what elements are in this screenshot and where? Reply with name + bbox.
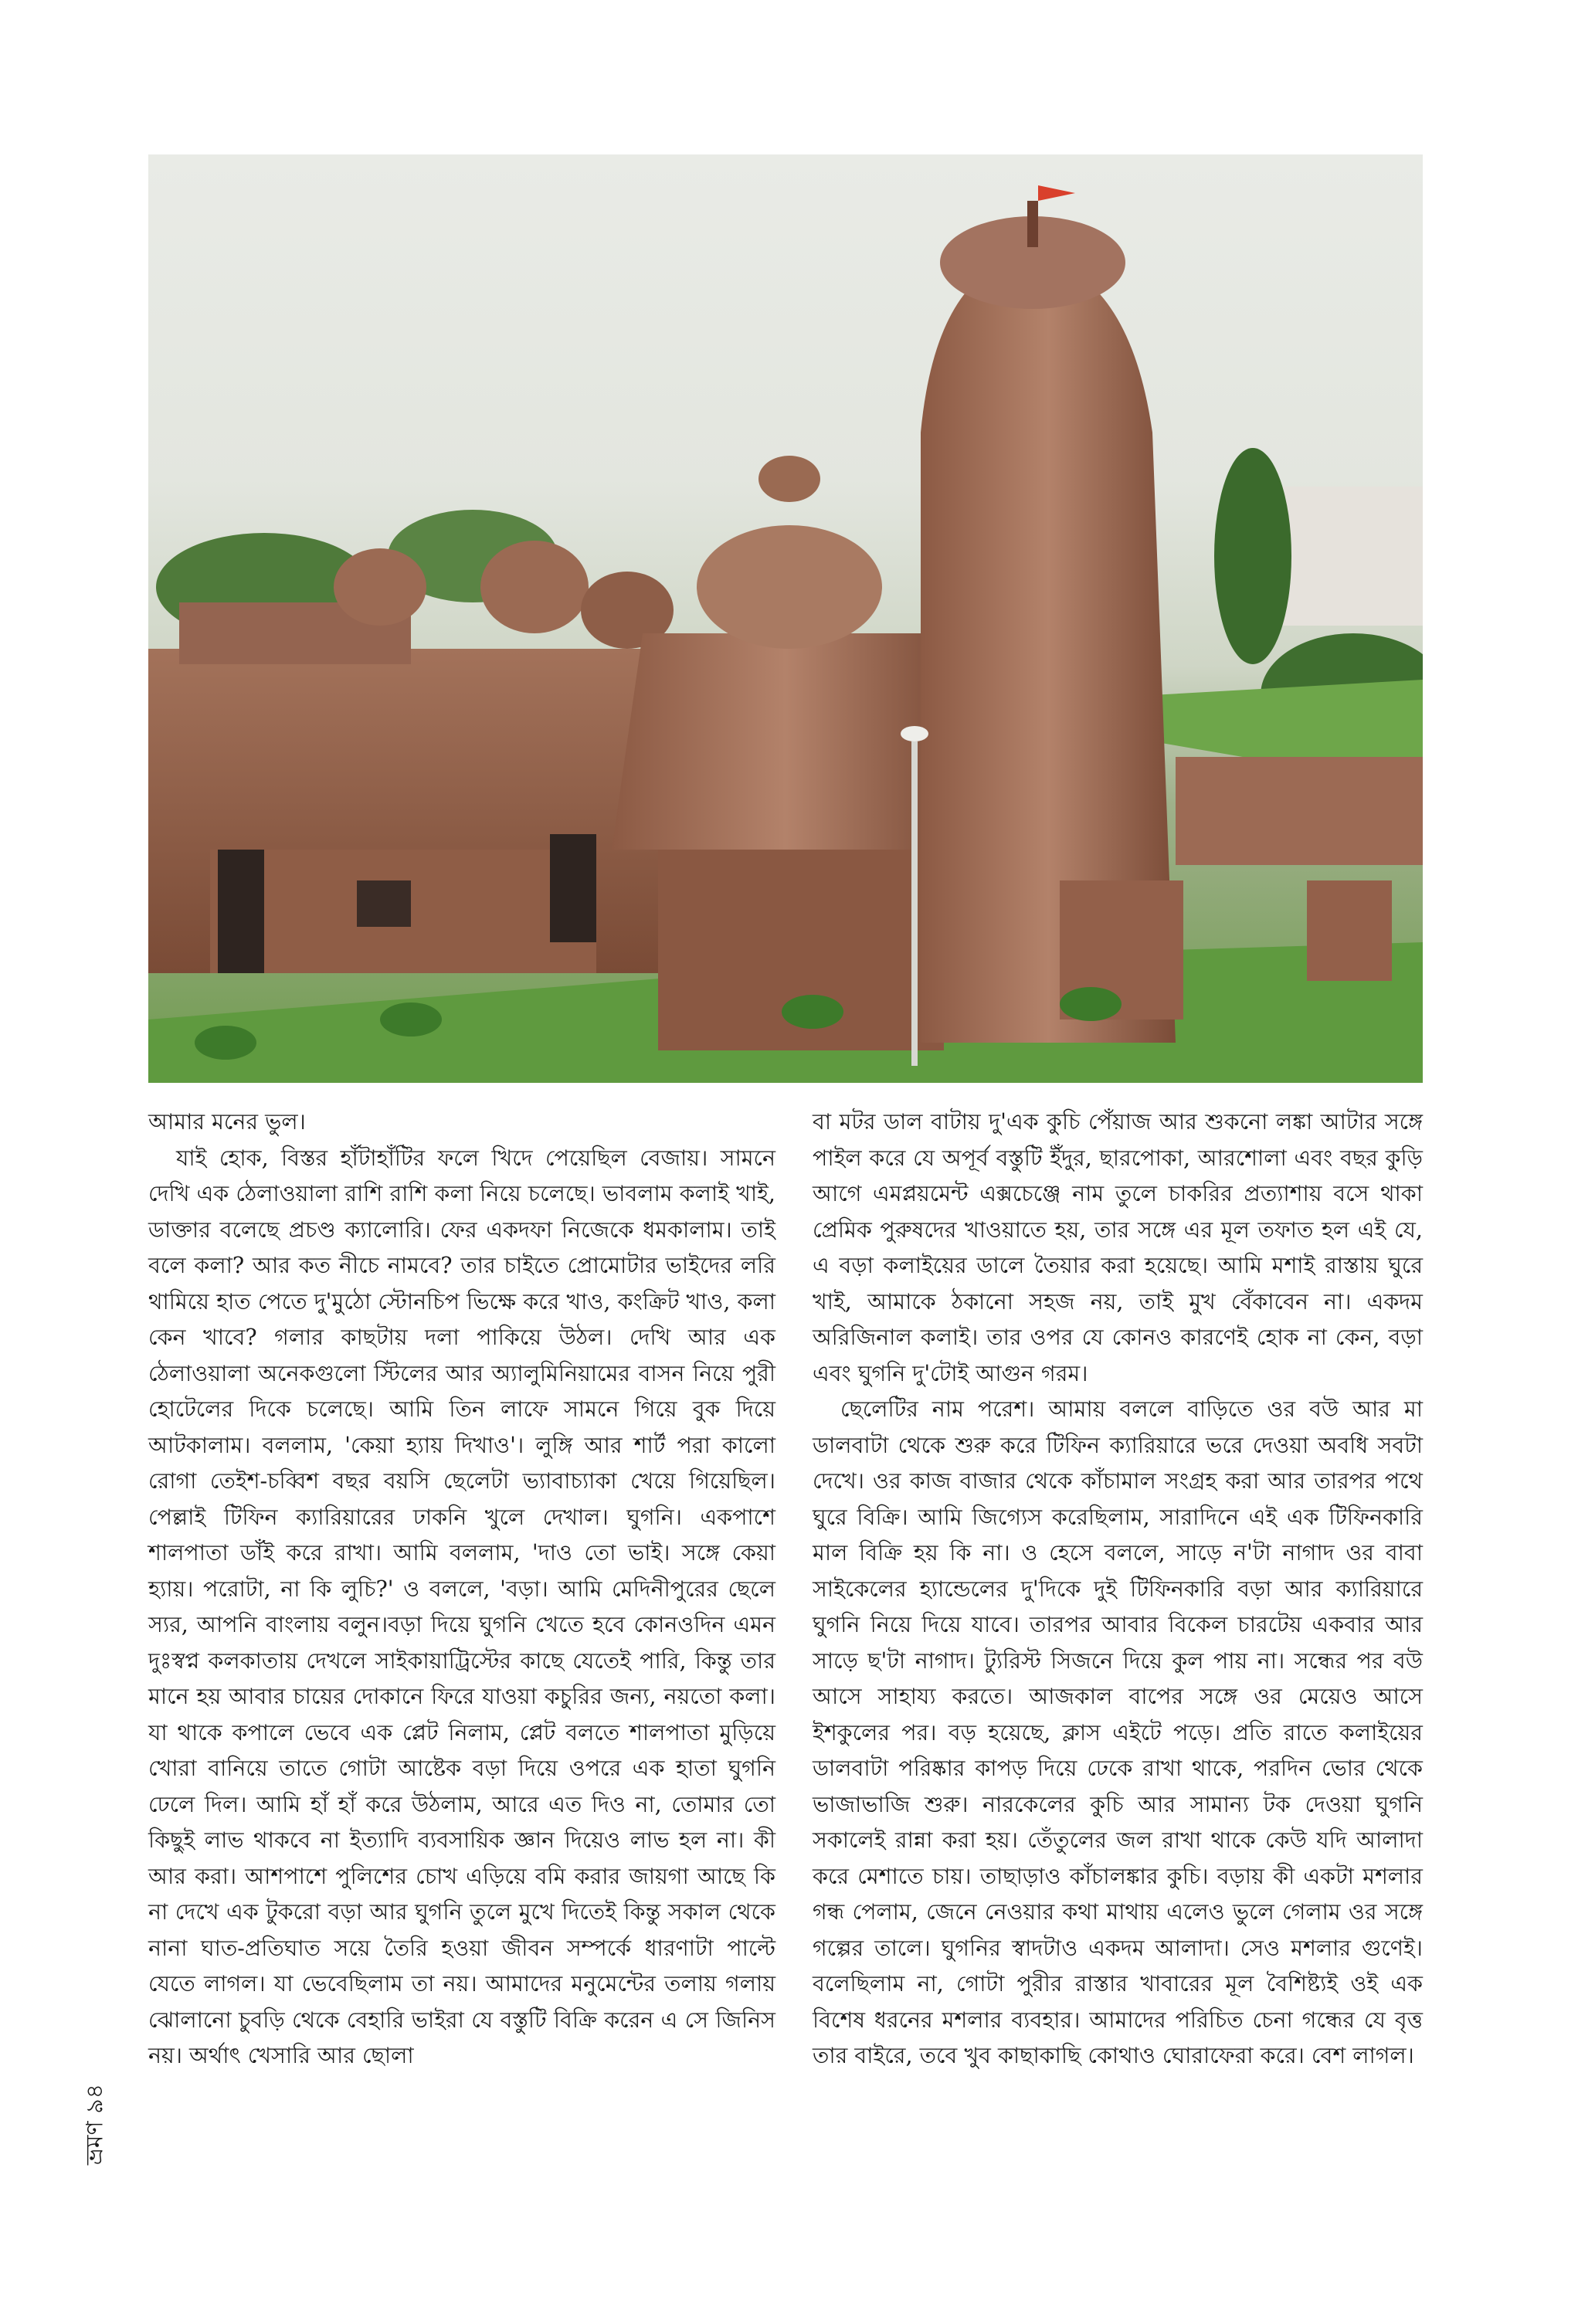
paragraph: যাই হোক, বিস্তর হাঁটাহাঁটির ফলে খিদে পেয়েছিল বেজায়। সামনে দেখি এক ঠেলাওয়ালা রাশি রাশি কলা নিয়ে চলেছে। ভাবলাম কলাই খাই, ডাক্তার বলেছে প্রচণ্ড ক্যালোরি। ফের একদফা নিজেকে ধমকালাম। তাই বলে কলা? আর কত নীচে নামবে? তার চাইতে প্রোমোটার ভাইদের লরি থামিয়ে হাত পেতে দু'মুঠো স্টোনচিপ ভিক্ষে করে খাও, কংক্রিট খাও, কলা কেন খাবে? গলার কাছটায় দলা পাকিয়ে উঠল। দেখি আর এক ঠেলাওয়ালা অনেকগুলো স্টিলের আর অ্যালুমিনিয়ামের বাসন নিয়ে পুরী হোটেলের দিকে চলেছে। আমি তিন লাফে সামনে গিয়ে বুক দিয়ে আটকালাম। বললাম, 'কেয়া হ্যায় দিখাও'। লুঙ্গি আর শার্ট পরা কালো রোগা তেইশ-চব্বিশ বছর বয়সি ছেলেটা ভ্যাবাচ্যাকা খেয়ে গিয়েছিল। পেল্লাই টিফিন ক্যারিয়ারের ঢাকনি খুলে দেখাল। ঘুগনি। একপাশে শালপাতা ডাঁই করে রাখা। আমি বললাম, 'দাও তো ভাই। সঙ্গে কেয়া হ্যায়। পরোটা, না কি লুচি?' ও বললে, 'বড়া। আমি মেদিনীপুরের ছেলে স্যর, আপনি বাংলায় বলুন।বড়া দিয়ে ঘুগনি খেতে হবে কোনওদিন এমন দুঃস্বপ্ন কলকাতায় দেখলে সাইকায়াট্রিস্টের কাছে যেতেই পারি, কিন্তু তার মানে হয় আবার চায়ের দোকানে ফিরে যাওয়া কচুরির জন্য, নয়তো কলা। যা থাকে কপালে ভেবে এক প্লেট নিলাম, প্লেট বলতে শালপাতা মুড়িয়ে খোরা বানিয়ে তাতে গোটা আষ্টেক বড়া দিয়ে ওপরে এক হাতা ঘুগনি ঢেলে দিল। আমি হাঁ হাঁ করে উঠলাম, আরে এত দিও না, তোমার তো কিছুই লাভ থাকবে না ইত্যাদি ব্যবসায়িক জ্ঞান দিয়েও লাভ হল না। কী আর করা। আশপাশে পুলিশের চোখ এড়িয়ে বমি করার জায়গা আছে কি না দেখে এক টুকরো বড়া আর ঘুগনি তুলে মুখে দিতেই কিন্তু সকাল থেকে নানা ঘাত-প্রতিঘাত সয়ে তৈরি হওয়া জীবন সম্পর্কে ধারণাটা পাল্টে যেতে লাগল। যা ভেবেছিলাম তা নয়। আমাদের মনুমেন্টের তলায় গলায় ঝোলানো চুবড়ি থেকে বেহারি ভাইরা যে বস্তুটি বিক্রি করেন এ সে জিনিস নয়। অর্থাৎ খেসারি আর ছোলা [148, 1145, 775, 2068]
paragraph: আমার মনের ভুল। [148, 1109, 306, 1135]
right-column [813, 1104, 1423, 2075]
temple-illustration [148, 154, 1423, 1083]
temple-photo [148, 154, 1423, 1083]
paragraph: ছেলেটির নাম পরেশ। আমায় বললে বাড়িতে ওর বউ আর মা ডালবাটা থেকে শুরু করে টিফিন ক্যারিয়ারে ভরে দেওয়া অবধি সবটা দেখে। ওর কাজ বাজার থেকে কাঁচামাল সংগ্রহ করা আর তারপর পথে ঘুরে বিক্রি। আমি জিগ্যেস করেছিলাম, সারাদিনে এই এক টিফিনকারি মাল বিক্রি হয় কি না। ও হেসে বললে, সাড়ে ন'টা নাগাদ ওর বাবা সাইকেলের হ্যান্ডেলের দু'দিকে দুই টিফিনকারি বড়া আর ক্যারিয়ারে ঘুগনি নিয়ে দিয়ে যাবে। তারপর আবার বিকেল চারটেয় একবার আর সাড়ে ছ'টা নাগাদ। ট্যুরিস্ট সিজনে দিয়ে কুল পায় না। সন্ধের পর বউ আসে সাহায্য করতে। আজকাল বাপের সঙ্গে ওর মেয়েও আসে ইশকুলের পর। বড় হয়েছে, ক্লাস এইটে পড়ে। প্রতি রাতে কলাইয়ের ডালবাটা পরিষ্কার কাপড় দিয়ে ঢেকে রাখা থাকে, পরদিন ভোর থেকে ভাজাভাজি শুরু। নারকেলের কুচি আর সামান্য টক দেওয়া ঘুগনি সকালেই রান্না করা হয়। তেঁতুলের জল রাখা থাকে কেউ যদি আলাদা করে মেশাতে চায়। তাছাড়াও কাঁচালঙ্কার কুচি। বড়ায় কী একটা মশলার গন্ধ পেলাম, জেনে নেওয়ার কথা মাথায় এলেও ভুলে গেলাম ওর সঙ্গে গল্পের তালে। ঘুগনির স্বাদটাও একদম আলাদা। সেও মশলার গুণেই। বলেছিলাম না, গোটা পুরীর রাস্তার খাবারের মূল বৈশিষ্ট্যই ওই এক বিশেষ ধরনের মশলার ব্যবহার। আমাদের পরিচিত চেনা গন্ধের যে বৃত্ত তার বাইরে, তবে খুব কাছাকাছি কোথাও ঘোরাফেরা করে। বেশ লাগল। [813, 1396, 1423, 2068]
left-column [148, 1104, 775, 2075]
page-footer [80, 2016, 111, 2224]
paragraph: বা মটর ডাল বাটায় দু'এক কুচি পেঁয়াজ আর শুকনো লঙ্কা আটার সঙ্গে পাইল করে যে অপূর্ব বস্তুটি ইঁদুর, ছারপোকা, আরশোলা এবং বছর কুড়ি আগে এমপ্লয়মেন্ট এক্সচেঞ্জে নাম তুলে চাকরির প্রত্যাশায় বসে থাকা প্রেমিক পুরুষদের খাওয়াতে হয়, তার সঙ্গে এর মূল তফাত হল এই যে, এ বড়া কলাইয়ের ডালে তৈয়ার করা হয়েছে। আমি মশাই রাস্তায় ঘুরে খাই, আমাকে ঠকানো সহজ নয়, তাই মুখ বেঁকাবেন না। একদম অরিজিনাল কলাই। তার ওপর যে কোনও কারণেই হোক না কেন, বড়া এবং ঘুগনি দু'টোই আগুন গরম। [813, 1109, 1423, 1386]
footer-text: ভ্রমণ ৯৪ [81, 2083, 109, 2166]
